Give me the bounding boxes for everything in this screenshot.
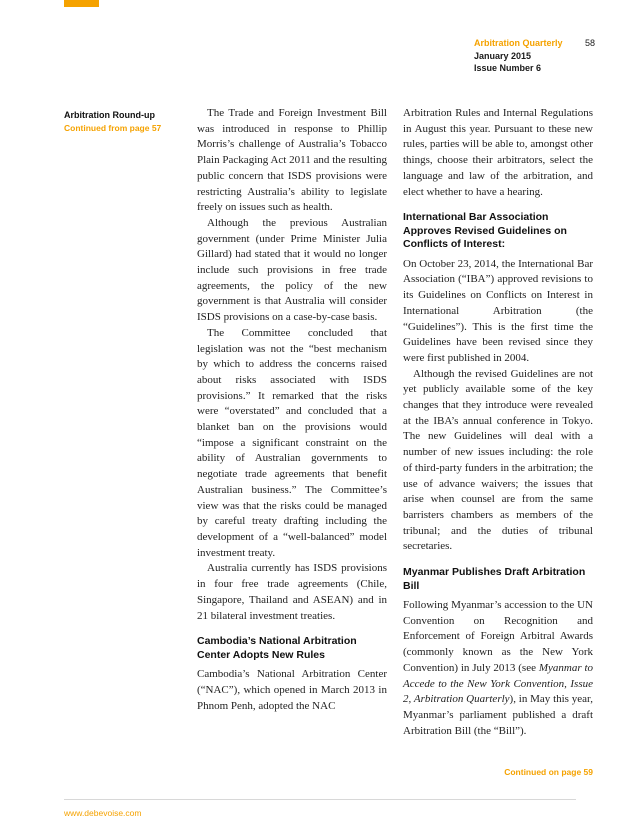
heading-myanmar-bill: Myanmar Publishes Draft Arbitration Bill [403,566,586,592]
text-column-left [197,106,387,714]
citation-pre-text: Following Myanmar’s accession to the UN Convention on Recognition and Enforcement of Foreign Arbitral Awards (commonly known as the New York Convention) in July 2013 (see [403,599,593,674]
text-column-right [403,106,593,781]
body-paragraph: Australia currently has ISDS provisions in four free trade agreements (Chile, Singapore, Thailand and ASEAN) and in 21 bilateral investment treaties. [197,562,387,622]
heading-cambodia-nac: Cambodia’s National Arbitration Center Adopts New Rules [197,635,357,661]
footer-divider [64,799,576,800]
masthead [474,37,579,75]
section-label: Arbitration Round-up [64,110,155,120]
citation-post-text: ), in May this year, Myanmar’s parliament published a draft Arbitration Bill (the “Bill”). [403,693,593,737]
body-paragraph: Arbitration Rules and Internal Regulations in August this year. Pursuant to these new rules, parties will be able to, amongst other things, choose their arbitrators, select the language and law of the arbitration, and elect whether to have a hearing. [403,107,593,198]
body-paragraph: Cambodia’s National Arbitration Center (“NAC”), which opened in March 2013 in Phnom Penh, adopted the NAC [197,668,387,712]
margin-label [64,109,189,134]
body-paragraph [403,598,593,739]
body-paragraph: Although the previous Australian government (under Prime Minister Julia Gillard) had stated that it would no longer include such provisions in free trade agreements, the policy of the new government is that Australia will consider ISDS provisions on a case-by-case basis. [197,216,387,324]
continued-on-note: Continued on page 59 [504,767,593,778]
page-number: 58 [585,38,596,48]
website-link[interactable]: www.debevoise.com [64,808,142,818]
publication-date: January 2015 [474,50,532,61]
continued-from-note: Continued from page 57 [64,122,162,133]
body-paragraph: The Trade and Foreign Investment Bill was introduced in response to Phillip Morris’s challenge of Australia’s Tobacco Plain Packaging Act 2011 and the resulting public concern that ISDS provisions were restricting Australia’s ability to legislate freely on issues such as health. [197,107,387,214]
publication-title: Arbitration Quarterly [474,38,563,48]
body-paragraph: The Committee concluded that legislation was not the “best mechanism by which to address the concerns raised about risks associated with ISDS provisions.” It remarked that the risks were “overstated” and concluded that a blanket ban on the provisions would “impose a significant constraint on the ability of Australian governments to negotiate trade agreements that benefit Australian business.” The Committee’s view was that the risks could be managed by careful treaty drafting including the development of a “well-balanced” model investment treaty. [197,326,387,559]
publication-issue: Issue Number 6 [474,63,542,73]
heading-iba-guidelines: International Bar Association Approves Revised Guidelines on Conflicts of Interest: [403,211,567,251]
body-paragraph: Although the revised Guidelines are not yet publicly available some of the key changes that they introduce were revealed at the IBA’s annual conference in Tokyo. The new Guidelines will deal with a number of new issues including: the role of third-party funders in the arbitration; the use of advance waivers; the issues that arise when counsel are from the same barristers chambers as members of the tribunal; and the duties of tribunal secretaries. [403,367,593,553]
body-paragraph: On October 23, 2014, the International Bar Association (“IBA”) approved revisions to its Guidelines on Conflicts on Interest in International Arbitration (the “Guidelines”). This is the first time the Guidelines have been revised since they were first published in 2004. [403,257,593,364]
citation-italic-text: Myanmar to Accede to the New York Convention, Issue 2, Arbitration Quarterly [403,661,593,706]
brand-color-tab [64,0,99,7]
